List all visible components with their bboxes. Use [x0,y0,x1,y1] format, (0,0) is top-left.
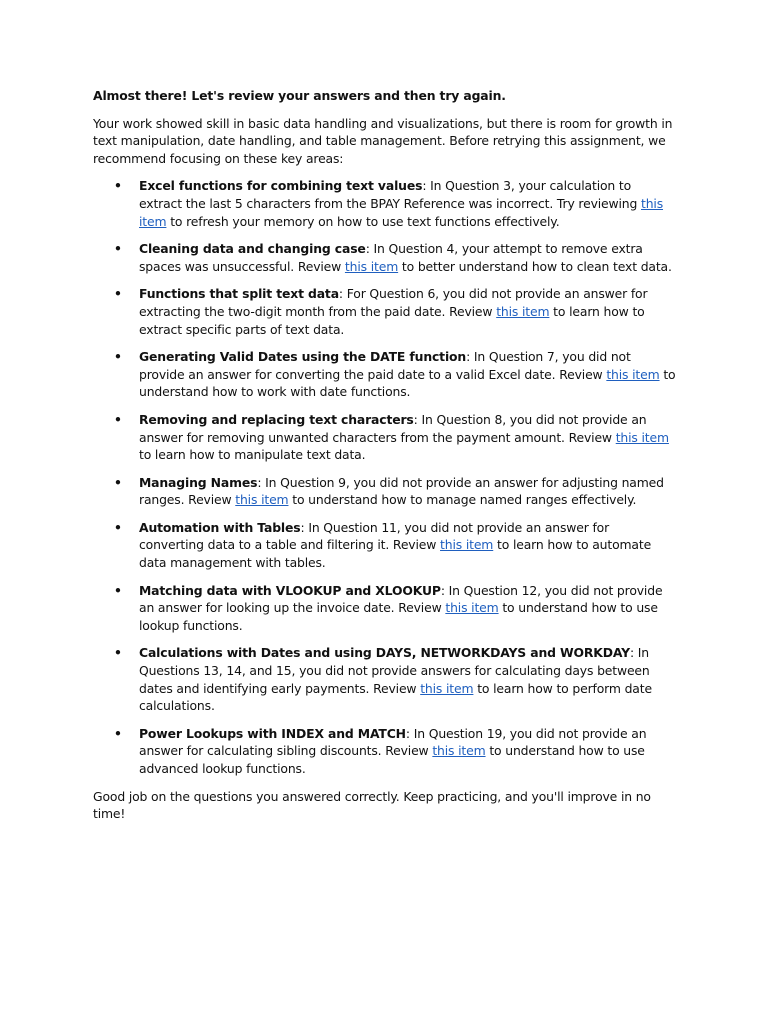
bullet-icon: • [114,474,122,490]
item-text: : In Question 12, you did not provide an answer for looking up the invoice date. Review [139,582,663,616]
item-text: : In Question 8, you did not provide an answer for removing unwanted characters from the payment amount. Review [139,411,647,445]
feedback-intro: Your work showed skill in basic data handling and visualizations, but there is room for growth in text manipulation, date handling, and table management. Before retrying this assignment, we recommend focusing on these key areas: [93,115,673,166]
list-item [93,519,677,572]
closing-remark: Good job on the questions you answered correctly. Keep practicing, and you'll improve in no time! [93,788,651,822]
bullet-icon: • [114,519,122,535]
item-title: Automation with Tables [139,519,301,535]
bullet-icon: • [114,349,122,365]
review-link[interactable]: this item [440,537,494,553]
feedback-content [93,87,677,823]
item-text: : For Question 6, you did not provide an answer for extracting the two-digit month from the paid date. Review [139,286,648,319]
list-item [93,644,677,714]
item-text: : In Questions 13, 14, and 15, you did not provide answers for calculating days between dates and identifying early payments. Review [139,645,650,696]
review-link[interactable]: this item [606,366,660,382]
review-link[interactable]: this item [496,303,550,319]
item-text: : In Question 9, you did not provide an answer for adjusting named ranges. Review [139,474,664,508]
bullet-icon: • [114,178,122,194]
review-link[interactable]: this item [139,195,664,229]
list-item [93,240,677,275]
review-link[interactable]: this item [344,258,399,274]
bullet-icon: • [114,582,122,598]
list-item [93,582,677,635]
review-link[interactable]: this item [420,680,474,696]
item-text-end: to learn how to extract specific parts of text data. [139,303,645,337]
item-text: : In Question 19, you did not provide an answer for calculating sibling discounts. Review [139,725,647,759]
item-text-end: to learn how to manipulate text data. [139,447,366,463]
list-item [93,474,677,509]
item-title: Power Lookups with INDEX and MATCH [139,725,406,741]
item-text: : In Question 4, your attempt to remove extra spaces was unsuccessful. Review [139,241,643,274]
item-text: : In Question 3, your calculation to extract the last 5 characters from the BPAY Reference was incorrect. Try reviewing [139,178,641,211]
review-link[interactable]: this item [445,600,499,616]
item-text-end: to learn how to automate data management with tables. [139,537,652,571]
feedback-heading: Almost there! Let's review your answers and then try again. [93,88,506,103]
bullet-icon: • [114,645,122,661]
list-item [93,725,677,778]
item-title: Calculations with Dates and using DAYS, NETWORKDAYS and WORKDAY [139,645,630,661]
item-text-end: to learn how to perform date calculations. [139,680,652,714]
review-link[interactable]: this item [235,492,289,508]
item-title: Generating Valid Dates using the DATE function [139,349,467,365]
item-text-end: to understand how to use advanced lookup functions. [139,743,645,776]
focus-areas-list [93,177,677,777]
item-text: : In Question 7, you did not provide an answer for converting the paid date to a valid Excel date. Review [139,349,631,382]
list-item [93,411,677,464]
item-title: Removing and replacing text characters [139,411,414,427]
bullet-icon: • [114,411,122,427]
review-link[interactable]: this item [615,429,669,445]
item-title: Managing Names [139,474,258,490]
item-title: Excel functions for combining text values [139,178,423,194]
bullet-icon: • [114,286,122,302]
list-item [93,177,677,230]
list-item [93,348,677,401]
item-text-end: to understand how to use lookup functions. [139,600,658,633]
item-text-end: to refresh your memory on how to use text functions effectively. [166,213,560,229]
item-title: Cleaning data and changing case [139,241,366,257]
review-link[interactable]: this item [432,743,486,759]
item-text-end: to understand how to work with date functions. [139,366,676,400]
item-title: Functions that split text data [139,286,339,302]
item-text-end: to better understand how to clean text data. [398,258,672,274]
item-title: Matching data with VLOOKUP and XLOOKUP [139,582,441,598]
item-text-end: to understand how to manage named ranges effectively. [288,492,637,508]
list-item [93,285,677,338]
item-text: : In Question 11, you did not provide an answer for converting data to a table and filtering it. Review [139,519,610,553]
bullet-icon: • [114,241,122,257]
bullet-icon: • [114,725,122,741]
